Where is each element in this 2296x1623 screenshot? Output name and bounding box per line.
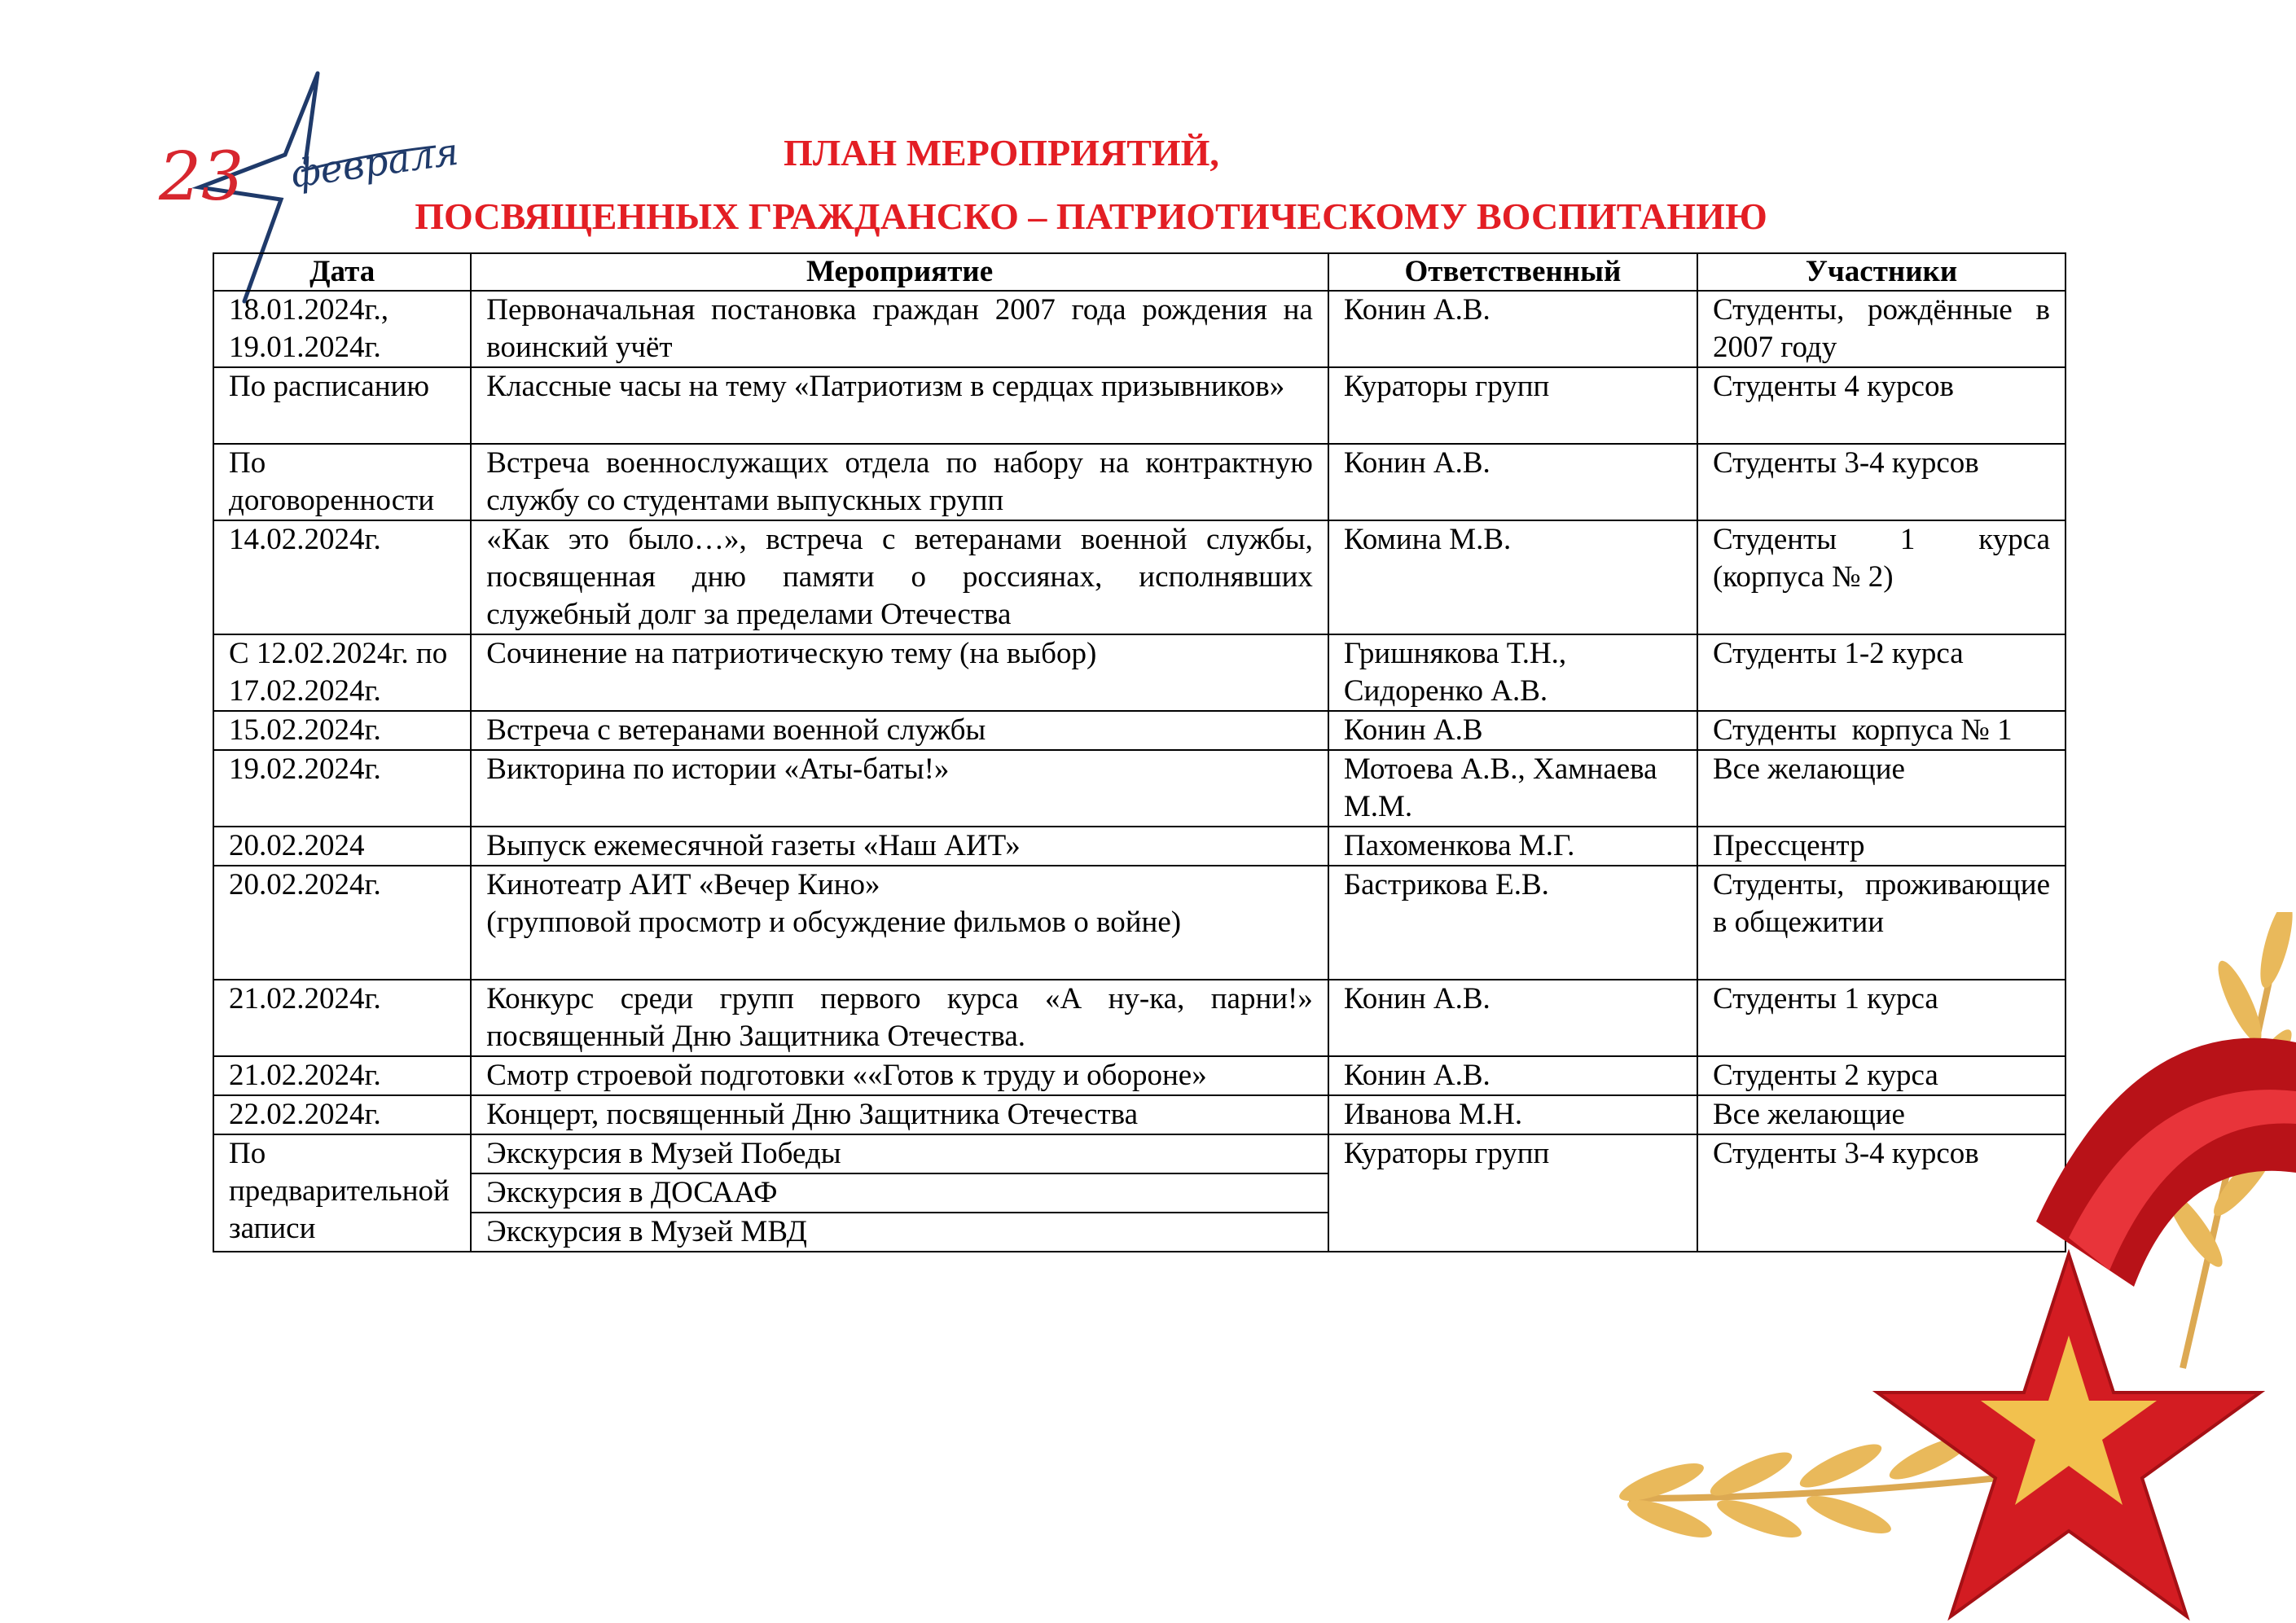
cell-event: Экскурсия в Музей Победы bbox=[471, 1134, 1328, 1173]
cell-date: 15.02.2024г. bbox=[213, 711, 471, 750]
cell-date: 19.02.2024г. bbox=[213, 750, 471, 827]
header-date: Дата bbox=[213, 253, 471, 291]
table-row bbox=[213, 750, 2066, 827]
cell-event: Встреча с ветеранами военной службы bbox=[471, 711, 1328, 750]
cell-event: Выпуск ежемесячной газеты «Наш АИТ» bbox=[471, 827, 1328, 866]
cell-date: 20.02.2024 bbox=[213, 827, 471, 866]
cell-responsible: Иванова М.Н. bbox=[1328, 1095, 1697, 1134]
cell-responsible: Конин А.В. bbox=[1328, 444, 1697, 520]
cell-responsible: Гришнякова Т.Н., Сидоренко А.В. bbox=[1328, 634, 1697, 711]
cell-event: Концерт, посвященный Дню Защитника Отечества bbox=[471, 1095, 1328, 1134]
cell-responsible: Комина М.В. bbox=[1328, 520, 1697, 634]
cell-date: По расписанию bbox=[213, 367, 471, 444]
cell-event: Первоначальная постановка граждан 2007 года рождения на воинский учёт bbox=[471, 291, 1328, 367]
cell-event: Экскурсия в Музей МВД bbox=[471, 1213, 1328, 1252]
header-responsible: Ответственный bbox=[1328, 253, 1697, 291]
cell-event-line-1: Кинотеатр АИТ «Вечер Кино» bbox=[486, 868, 880, 901]
logo-word: февраля bbox=[288, 129, 462, 196]
title-line-1: ПЛАН МЕРОПРИЯТИЙ, bbox=[784, 132, 1219, 173]
cell-participants: Студенты 4 курсов bbox=[1697, 367, 2066, 444]
cell-event: Классные часы на тему «Патриотизм в сердцах призывников» bbox=[471, 367, 1328, 444]
cell-event: «Как это было…», встреча с ветеранами военной службы, посвященная дню памяти о россиянах, исполнявших служебный долг за пределами Отечества bbox=[471, 520, 1328, 634]
cell-date: С 12.02.2024г. по 17.02.2024г. bbox=[213, 634, 471, 711]
cell-responsible: Пахоменкова М.Г. bbox=[1328, 827, 1697, 866]
cell-responsible: Мотоева А.В., Хамнаева М.М. bbox=[1328, 750, 1697, 827]
cell-date: По договоренности bbox=[213, 444, 471, 520]
cell-date: 21.02.2024г. bbox=[213, 1056, 471, 1095]
cell-event: Экскурсия в ДОСААФ bbox=[471, 1173, 1328, 1213]
cell-date: По предварительной записи bbox=[213, 1134, 471, 1252]
table-row bbox=[213, 520, 2066, 634]
cell-participants: Студенты, проживающие в общежитии bbox=[1697, 866, 2066, 980]
table-row bbox=[213, 367, 2066, 444]
table-row bbox=[213, 291, 2066, 367]
cell-participants: Студенты 3-4 курсов bbox=[1697, 1134, 2066, 1252]
table-header-row bbox=[213, 253, 2066, 291]
cell-event-line-2: (групповой просмотр и обсуждение фильмов о войне) bbox=[486, 906, 1182, 939]
cell-event: Смотр строевой подготовки ««Готов к труду и обороне» bbox=[471, 1056, 1328, 1095]
table-row bbox=[213, 444, 2066, 520]
title-line-2: ПОСВЯЩЕННЫХ ГРАЖДАНСКО – ПАТРИОТИЧЕСКОМУ ВОСПИТАНИЮ bbox=[415, 195, 1767, 237]
cell-participants: Все желающие bbox=[1697, 1095, 2066, 1134]
cell-participants: Студенты 2 курса bbox=[1697, 1056, 2066, 1095]
table-row bbox=[213, 827, 2066, 866]
cell-event: Сочинение на патриотическую тему (на выбор) bbox=[471, 634, 1328, 711]
cell-date: 22.02.2024г. bbox=[213, 1095, 471, 1134]
cell-participants: Студенты 1 курса (корпуса № 2) bbox=[1697, 520, 2066, 634]
cell-participants: Прессцентр bbox=[1697, 827, 2066, 866]
header-event: Мероприятие bbox=[471, 253, 1328, 291]
cell-responsible: Конин А.В. bbox=[1328, 980, 1697, 1056]
header-participants: Участники bbox=[1697, 253, 2066, 291]
cell-event: Встреча военнослужащих отдела по набору на контрактную службу со студентами выпускных групп bbox=[471, 444, 1328, 520]
logo-number: 23 bbox=[159, 138, 244, 216]
cell-date: 20.02.2024г. bbox=[213, 866, 471, 980]
cell-date: 21.02.2024г. bbox=[213, 980, 471, 1056]
cell-participants: Студенты, рождённые в 2007 году bbox=[1697, 291, 2066, 367]
cell-participants: Все желающие bbox=[1697, 750, 2066, 827]
cell-date: 14.02.2024г. bbox=[213, 520, 471, 634]
cell-participants: Студенты корпуса № 1 bbox=[1697, 711, 2066, 750]
cell-event: Викторина по истории «Аты-баты!» bbox=[471, 750, 1328, 827]
cell-participants: Студенты 1 курса bbox=[1697, 980, 2066, 1056]
table-row bbox=[213, 711, 2066, 750]
table-row bbox=[213, 634, 2066, 711]
cell-event bbox=[471, 866, 1328, 980]
cell-date: 18.01.2024г., 19.01.2024г. bbox=[213, 291, 471, 367]
star-laurel-decoration bbox=[1613, 912, 2296, 1623]
cell-participants: Студенты 1-2 курса bbox=[1697, 634, 2066, 711]
cell-responsible: Конин А.В bbox=[1328, 711, 1697, 750]
cell-participants: Студенты 3-4 курсов bbox=[1697, 444, 2066, 520]
cell-responsible: Бастрикова Е.В. bbox=[1328, 866, 1697, 980]
cell-responsible: Кураторы групп bbox=[1328, 1134, 1697, 1252]
cell-event: Конкурс среди групп первого курса «А ну-ка, парни!» посвященный Дню Защитника Отечества. bbox=[471, 980, 1328, 1056]
cell-responsible: Кураторы групп bbox=[1328, 367, 1697, 444]
cell-responsible: Конин А.В. bbox=[1328, 291, 1697, 367]
cell-responsible: Конин А.В. bbox=[1328, 1056, 1697, 1095]
